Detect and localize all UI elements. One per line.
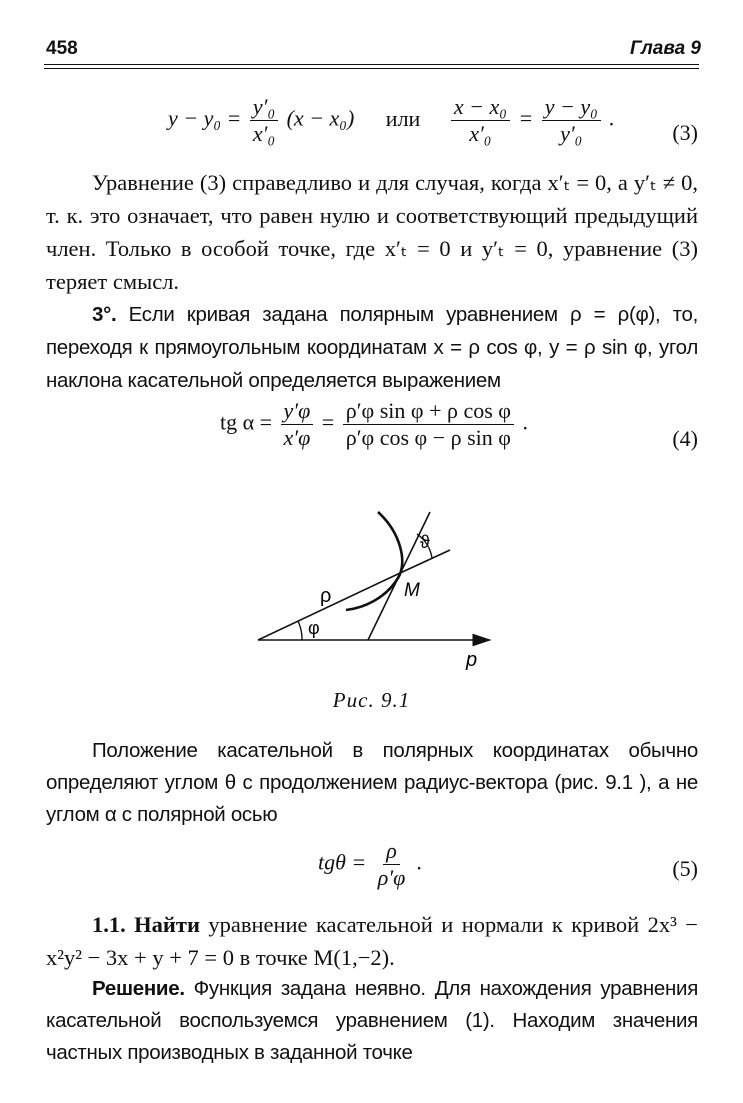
- equation-5-number: (5): [672, 856, 698, 881]
- problem-verb: Найти: [134, 912, 200, 937]
- label-M: M: [404, 580, 420, 601]
- radius-vector: [258, 574, 398, 640]
- header-rule-bottom: [44, 68, 699, 69]
- equation-4-number: (4): [672, 426, 698, 451]
- phi-arc: [298, 621, 302, 640]
- section-marker: 3°.: [92, 303, 117, 326]
- figure-polar-tangent: [0, 500, 743, 680]
- eq5-lhs: tgθ =: [318, 849, 367, 875]
- problem-text: уравнение касательной и нормали к кривой 2x³ − x²y² − 3x + y + 7 = 0 в точке M(1,−2).: [46, 912, 698, 970]
- eq5-end: .: [416, 849, 423, 875]
- solution: [46, 973, 698, 1069]
- eq3-end: .: [609, 105, 615, 131]
- problem-number: 1.1.: [92, 912, 126, 937]
- eq4-frac2-num: ρ′φ sin φ + ρ cos φ: [343, 398, 514, 425]
- equation-3-number: (3): [672, 120, 698, 145]
- eq3-frac2-den: x′₀: [469, 121, 492, 146]
- eq4-frac1: [281, 398, 314, 451]
- solution-text: Функция задана неявно. Для нахождения уравнения касательной воспользуемся уравнением (1). Находим значения частных производных в заданной точке: [46, 977, 698, 1064]
- equation-5: [318, 838, 422, 891]
- eq4-lhs: tg α =: [220, 409, 273, 435]
- paragraph-1: Уравнение (3) справедливо и для случая, когда x′ₜ = 0, а y′ₜ ≠ 0, т. к. это означает, что равен нулю и соответствующий предыдущий член. Только в особой точке, где x′ₜ = 0 и y′ₜ = 0, уравнение (3) теряет смысл.: [46, 170, 698, 294]
- eq3-frac2: [451, 94, 510, 147]
- eq4-frac1-num: y′φ: [281, 398, 314, 425]
- eq4-end: .: [522, 409, 528, 435]
- chapter-title: Глава 9: [630, 38, 701, 59]
- equation-4: [220, 398, 528, 451]
- eq3-frac3-num: y − y₀: [542, 94, 601, 121]
- page-number: 458: [46, 38, 78, 59]
- figure-caption: Рис. 9.1: [332, 688, 411, 712]
- label-theta: ϑ: [420, 532, 430, 552]
- eq3-frac2-num: x − x₀: [451, 94, 510, 121]
- eq3-or: или: [385, 105, 421, 131]
- paragraph-3: Положение касательной в полярных координатах обычно определяют углом θ с продолжением радиус-вектора (рис. 9.1 ), а не углом α с полярной осью: [46, 739, 698, 826]
- problem-1-1: [46, 908, 698, 974]
- label-phi: φ: [308, 618, 320, 638]
- eq5-frac: [375, 838, 409, 891]
- label-rho: ρ: [320, 585, 332, 607]
- eq3-frac1-num: y′₀: [250, 94, 278, 121]
- eq5-frac-num: ρ: [383, 838, 400, 865]
- eq3-frac3-den: y′₀: [560, 121, 583, 146]
- eq3-mult: (x − x₀): [286, 105, 355, 131]
- label-p: p: [466, 649, 478, 671]
- eq3-frac1-den: x′₀: [252, 121, 276, 146]
- eq3-eq: =: [518, 105, 534, 131]
- header-rule-top: [44, 64, 699, 65]
- paragraph-2: [46, 298, 698, 397]
- eq3-lhs: y − y₀ =: [168, 105, 242, 131]
- eq4-frac1-den: x′φ: [283, 425, 311, 450]
- eq3-frac3: [542, 94, 601, 147]
- solution-label: Решение.: [92, 977, 185, 1000]
- eq4-frac2-den: ρ′φ cos φ − ρ sin φ: [345, 425, 511, 450]
- paragraph-2-text: Если кривая задана полярным уравнением ρ = ρ(φ), то, переходя к прямоугольным координатам x = ρ cos φ, y = ρ sin φ, угол наклона касательной определяется выражением: [46, 303, 698, 392]
- equation-3: [168, 94, 615, 147]
- eq4-eq: =: [321, 409, 335, 435]
- eq5-frac-den: ρ′φ: [377, 865, 406, 890]
- eq4-frac2: [343, 398, 514, 451]
- eq3-frac1: [250, 94, 278, 147]
